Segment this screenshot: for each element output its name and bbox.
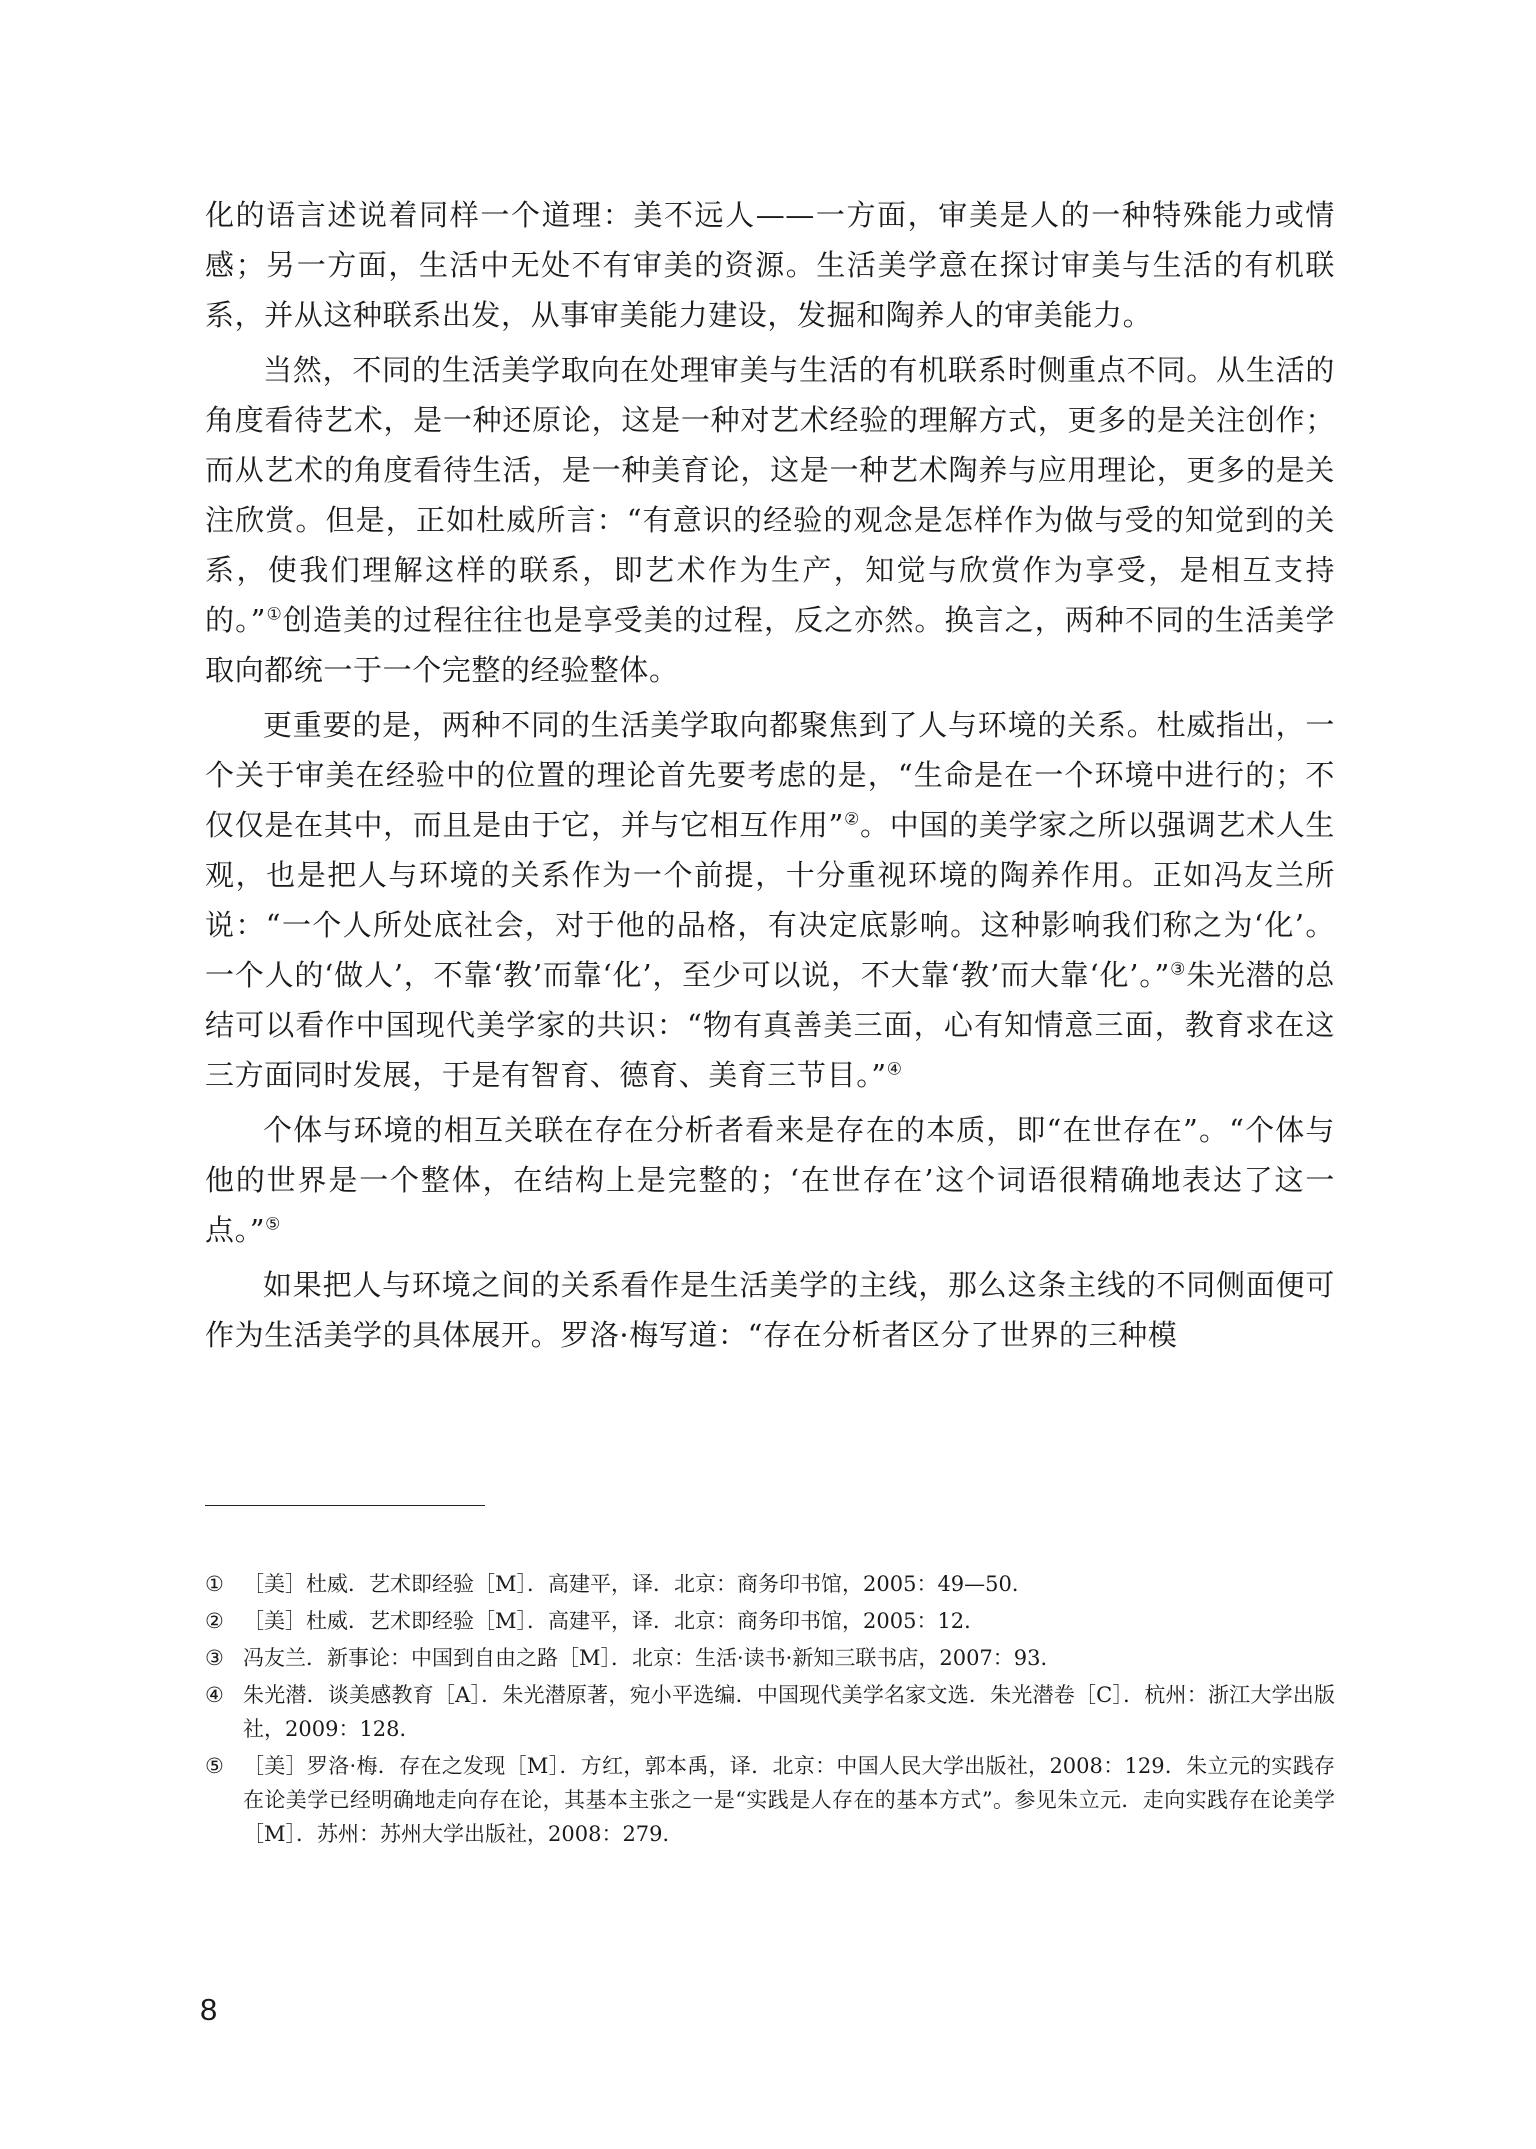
footnote-text: 朱光潜．谈美感教育［A］．朱光潜原著，宛小平选编．中国现代美学名家文选．朱光潜卷［C］．杭州：浙江大学出版社，2009：128．: [243, 1683, 1335, 1741]
paragraph-3: [205, 700, 1335, 1100]
footnote-ref-5[interactable]: ⑤: [265, 1214, 281, 1235]
footnote-item: [205, 1567, 1335, 1601]
paragraph-text: 如果把人与环境之间的关系看作是生活美学的主线，那么这条主线的不同侧面便可作为生活美学的具体展开。罗洛·梅写道：“存在分析者区分了世界的三种模: [205, 1268, 1335, 1352]
footnote-ref-1[interactable]: ①: [266, 604, 283, 625]
footnote-mark: ②: [205, 1609, 224, 1633]
footnote-mark: ⑤: [205, 1754, 224, 1778]
paragraph-2: [205, 345, 1335, 695]
footnote-text: 冯友兰．新事论：中国到自由之路［M］．北京：生活·读书·新知三联书店，2007：93．: [243, 1646, 1062, 1670]
footnote-divider: [205, 1505, 485, 1506]
footnote-text: ［美］杜威．艺术即经验［M］．高建平，译．北京：商务印书馆，2005：49—50．: [243, 1572, 1033, 1596]
paragraph-text: 更重要的是，两种不同的生活美学取向都聚焦到了人与环境的关系。杜威指出，一个关于审美在经验中的位置的理论首先要考虑的是，“生命是在一个环境中进行的；不仅仅是在其中，而且是由于它，并与它相互作用”: [205, 708, 1335, 842]
footnote-item: [205, 1604, 1335, 1638]
main-text: [205, 190, 1335, 1365]
paragraph-4: [205, 1105, 1335, 1255]
paragraph-text: 当然，不同的生活美学取向在处理审美与生活的有机联系时侧重点不同。从生活的角度看待艺术，是一种还原论，这是一种对艺术经验的理解方式，更多的是关注创作；而从艺术的角度看待生活，是一种美育论，这是一种艺术陶养与应用理论，更多的是关注欣赏。但是，正如杜威所言：“有意识的经验的观念是怎样作为做与受的知觉到的关系，使我们理解这样的联系，即艺术作为生产，知觉与欣赏作为享受，是相互支持的。”: [205, 353, 1335, 637]
footnote-mark: ①: [205, 1572, 224, 1596]
footnote-item: [205, 1749, 1335, 1851]
footnote-text: ［美］杜威．艺术即经验［M］．高建平，译．北京：商务印书馆，2005：12．: [243, 1609, 986, 1633]
paragraph-text: 朱光潜的总结可以看作中国现代美学家的共识：“物有真善美三面，心有知情意三面，教育求在这三方面同时发展，于是有智育、德育、美育三节目。”: [205, 958, 1335, 1092]
footnote-item: [205, 1678, 1335, 1746]
paragraph-text: 个体与环境的相互关联在存在分析者看来是存在的本质，即“在世存在”。“个体与他的世界是一个整体，在结构上是完整的；‘在世存在’这个词语很精确地表达了这一点。”: [205, 1113, 1335, 1247]
footnote-text: ［美］罗洛·梅．存在之发现［M］．方红，郭本禹，译．北京：中国人民大学出版社，2008：129．朱立元的实践存在论美学已经明确地走向存在论，其基本主张之一是“实践是人存在的基本方式”。参见朱立元．走向实践存在论美学［M］．苏州：苏州大学出版社，2008：279．: [243, 1754, 1335, 1846]
footnote-mark: ④: [205, 1683, 224, 1707]
footnote-item: [205, 1641, 1335, 1675]
footnote-ref-4[interactable]: ④: [886, 1059, 903, 1080]
footnotes: [205, 1567, 1335, 1854]
page-number: 8: [200, 1992, 218, 2027]
paragraph-text: 。中国的美学家之所以强调艺术人生观，也是把人与环境的关系作为一个前提，十分重视环境的陶养作用。正如冯友兰所说：“一个人所处底社会，对于他的品格，有决定底影响。这种影响我们称之为‘化’。一个人的‘做人’，不靠‘教’而靠‘化’，至少可以说，不大靠‘教’而大靠‘化’。”: [205, 808, 1336, 992]
paragraph-text: 创造美的过程往往也是享受美的过程，反之亦然。换言之，两种不同的生活美学取向都统一于一个完整的经验整体。: [205, 603, 1335, 687]
footnote-ref-3[interactable]: ③: [1169, 959, 1187, 980]
paragraph-text: 化的语言述说着同样一个道理：美不远人——一方面，审美是人的一种特殊能力或情感；另一方面，生活中无处不有审美的资源。生活美学意在探讨审美与生活的有机联系，并从这种联系出发，从事审美能力建设，发掘和陶养人的审美能力。: [205, 198, 1335, 332]
paragraph-1: [205, 190, 1335, 340]
paragraph-5: [205, 1260, 1335, 1360]
footnote-mark: ③: [205, 1646, 224, 1670]
footnote-ref-2[interactable]: ②: [843, 809, 861, 830]
